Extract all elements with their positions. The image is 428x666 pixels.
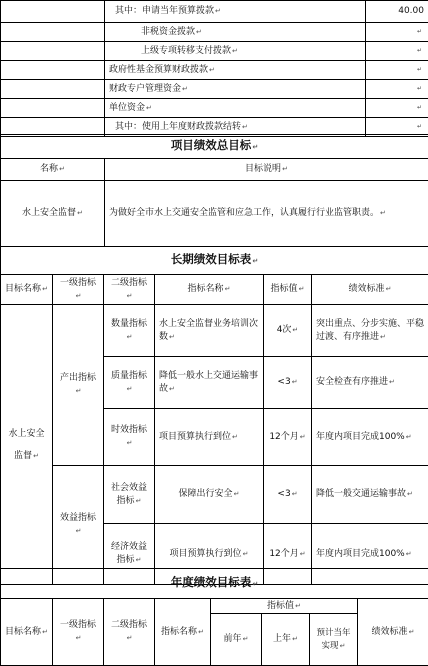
level1-output-cell: 产出指标 ↵ (53, 305, 104, 466)
paragraph-mark-icon: ↵ (416, 66, 422, 73)
table-row (1, 305, 428, 357)
indicator-name-cell: 项目预算执行到位 ↵ (155, 524, 264, 585)
annual-header-indicator-value: 指标值 ↵ (211, 599, 358, 614)
indicator-value-cell: <3 ↵ (264, 466, 312, 524)
overall-name-header: 名称 ↵ (1, 159, 105, 181)
indicator-name-cell: 项目预算执行到位 ↵ (155, 409, 264, 466)
funding-blank-cell (1, 80, 105, 99)
overall-goal-name: 水上安全监督 ↵ (1, 181, 105, 247)
annual-header-target-name: 目标名称 ↵ (1, 599, 53, 666)
indicator-value-cell: 4次 ↵ (264, 305, 312, 357)
level1-effect-cell: 效益指标 ↵ (53, 466, 104, 585)
standard-cell: 年度内项目完成100% ↵ (312, 409, 428, 466)
funding-row (1, 99, 428, 118)
annual-header-prev-year: 上年 ↵ (262, 614, 310, 666)
funding-row (1, 80, 428, 99)
funding-table (0, 0, 428, 137)
paragraph-mark-icon: ↵ (416, 85, 422, 92)
col-header-indicator-value: 指标值 ↵ (264, 275, 312, 305)
standard-cell: 年度内项目完成100% ↵ (312, 524, 428, 585)
funding-value (366, 23, 428, 42)
funding-blank-cell (1, 61, 105, 80)
indicator-value-cell: <3 ↵ (264, 357, 312, 409)
funding-label: 上级专项转移支付拨款 ↵ (105, 42, 366, 61)
paragraph-mark-icon: ↵ (416, 47, 422, 54)
funding-blank-cell (1, 23, 105, 42)
table-row (1, 466, 428, 524)
funding-value (366, 1, 428, 23)
longterm-goal-title: 长期绩效目标表 ↵ (1, 247, 428, 275)
annual-header-prev2-year: 前年 ↵ (211, 614, 262, 666)
paragraph-mark-icon: ↵ (416, 28, 422, 35)
standard-cell: 安全检查有序推进 ↵ (312, 357, 428, 409)
longterm-goal-table (0, 246, 428, 585)
overall-desc-header: 目标说明 ↵ (105, 159, 428, 181)
funding-value (366, 61, 428, 80)
funding-value-text: 40.00 (398, 6, 424, 16)
col-header-target-name: 目标名称 ↵ (1, 275, 53, 305)
col-header-level2: 二级指标 ↵ (104, 275, 155, 305)
col-header-level1: 一级指标 ↵ (53, 275, 104, 305)
funding-label: 单位资金 ↵ (105, 99, 366, 118)
annual-header-level1: 一级指标 ↵ (53, 599, 104, 666)
indicator-value-cell: 12个月 ↵ (264, 524, 312, 585)
level2-cell: 社会效益指标 ↵ (104, 466, 155, 524)
indicator-value-cell: 12个月 ↵ (264, 409, 312, 466)
annual-header-standard: 绩效标准 ↵ (358, 599, 428, 666)
overall-goal-table (0, 134, 428, 247)
funding-row (1, 23, 428, 42)
paragraph-mark-icon: ↵ (416, 123, 422, 130)
funding-row (1, 1, 428, 23)
funding-row (1, 42, 428, 61)
funding-row (1, 61, 428, 80)
level2-cell: 数量指标 ↵ (104, 305, 155, 357)
annual-header-level2: 二级指标 ↵ (104, 599, 155, 666)
indicator-name-cell: 保障出行安全 ↵ (155, 466, 264, 524)
funding-value (366, 80, 428, 99)
funding-blank-cell (1, 99, 105, 118)
overall-goal-desc: 为做好全市水上交通安全监管和应急工作，认真履行行业监管职责。 ↵ (105, 181, 428, 247)
annual-header-current-year: 预计当年实现 ↵ (310, 614, 358, 666)
funding-value (366, 42, 428, 61)
indicator-name-cell: 水上安全监督业务培训次数 ↵ (155, 305, 264, 357)
col-header-indicator-name: 指标名称 ↵ (155, 275, 264, 305)
col-header-standard: 绩效标准 ↵ (312, 275, 428, 305)
level2-cell: 质量指标 ↵ (104, 357, 155, 409)
level2-cell: 时效指标 ↵ (104, 409, 155, 466)
funding-label: 财政专户管理资金 ↵ (105, 80, 366, 99)
standard-cell: 降低一般交通运输事故 ↵ (312, 466, 428, 524)
annual-header-indicator-name: 指标名称 ↵ (155, 599, 211, 666)
paragraph-mark-icon: ↵ (416, 104, 422, 111)
level2-cell: 经济效益指标 ↵ (104, 524, 155, 585)
funding-label: 其中：使用上年度财政拨款结转 ↵ (105, 118, 366, 137)
funding-blank-cell (1, 1, 105, 23)
overall-goal-title: 项目绩效总目标 ↵ (1, 135, 428, 159)
target-name-cell: 水上安全监督 ↵ (1, 305, 53, 585)
annual-goal-title: 年度绩效目标表 ↵ (1, 569, 428, 599)
funding-blank-cell (1, 42, 105, 61)
funding-value (366, 99, 428, 118)
annual-goal-table (0, 568, 428, 666)
standard-cell: 突出重点、分步实施、平稳过渡、有序推进 ↵ (312, 305, 428, 357)
funding-label: 政府性基金预算财政拨款 ↵ (105, 61, 366, 80)
funding-label: 其中：申请当年预算拨款 ↵ (105, 1, 366, 23)
funding-label: 非税资金拨款 ↵ (105, 23, 366, 42)
indicator-name-cell: 降低一般水上交通运输事故 ↵ (155, 357, 264, 409)
